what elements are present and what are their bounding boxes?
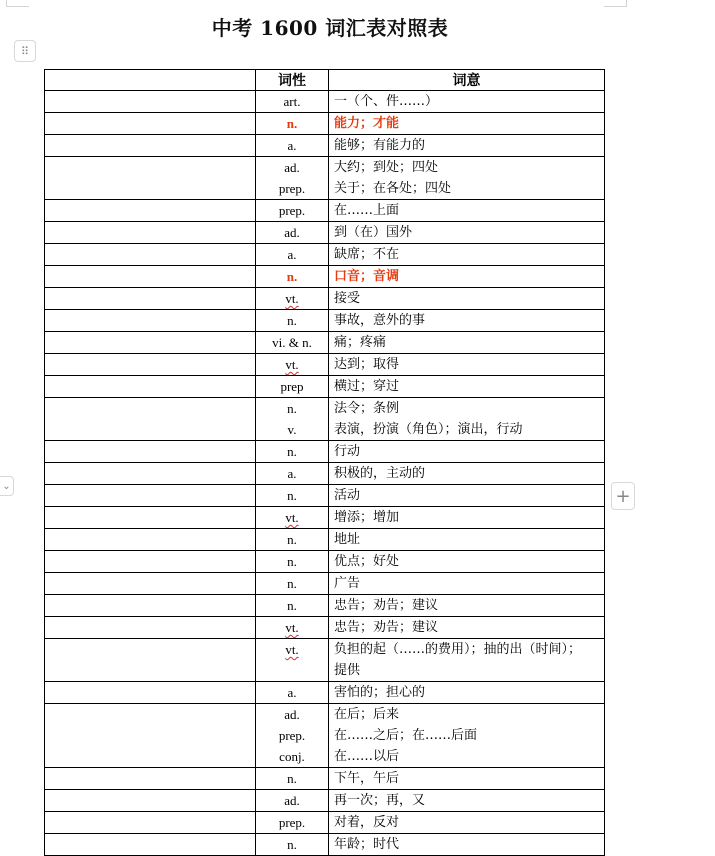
part-of-speech-value: n. [287,532,297,547]
part-of-speech-text [256,419,328,440]
part-of-speech-value: n. [286,269,298,284]
meaning-text: 一（个、件……） [334,94,439,109]
part-of-speech-text [256,551,328,572]
part-of-speech-value: ad. [284,160,300,175]
part-of-speech-cell[interactable] [256,595,329,617]
meaning-cell[interactable] [329,332,605,354]
meaning-cell[interactable] [329,266,605,288]
table-row [45,812,605,834]
meaning-cell[interactable] [329,682,605,704]
table-row [45,398,605,441]
part-of-speech-cell[interactable] [256,790,329,812]
part-of-speech-value: vt. [285,620,299,635]
word-cell[interactable] [45,244,256,266]
part-of-speech-cell[interactable] [256,463,329,485]
part-of-speech-text [256,485,328,506]
meaning-cell[interactable] [329,768,605,790]
word-cell[interactable] [45,310,256,332]
part-of-speech-text [256,244,328,265]
word-cell[interactable] [45,266,256,288]
table-row [45,507,605,529]
document-title: 中考 1600 词汇表对照表 [211,16,449,40]
meaning-text: 达到；取得 [334,357,400,372]
word-cell[interactable] [45,573,256,595]
meaning-text: 负担的起（……的费用）；抽的出（时间）； [334,642,582,657]
page-corner-mark-left [6,0,29,7]
part-of-speech-cell[interactable] [256,704,329,768]
table-row [45,113,605,135]
table-row [45,573,605,595]
meaning-text: 大约；到处；四处 [334,160,439,175]
meaning-text: 横过；穿过 [334,379,400,394]
header-part-of-speech: 词性 [256,70,329,91]
word-cell[interactable] [45,463,256,485]
table-header-row [45,70,605,91]
part-of-speech-text [256,91,328,112]
meaning-cell[interactable] [329,704,605,768]
meaning-text: 关于；在各处；四处 [334,181,452,196]
part-of-speech-value: n. [287,598,297,613]
part-of-speech-text [256,441,328,462]
word-cell[interactable] [45,768,256,790]
meaning-text: 表演，扮演（角色）；演出，行动 [334,422,523,437]
part-of-speech-value: conj. [279,749,305,764]
part-of-speech-cell[interactable] [256,682,329,704]
meaning-text: 积极的，主动的 [334,466,426,481]
word-cell[interactable] [45,91,256,113]
meaning-cell[interactable] [329,354,605,376]
word-cell[interactable] [45,113,256,135]
part-of-speech-cell[interactable] [256,200,329,222]
word-cell[interactable] [45,639,256,682]
meaning-text: 忠告；劝告；建议 [334,598,439,613]
part-of-speech-value: n. [287,576,297,591]
part-of-speech-value: ad. [284,225,300,240]
meaning-cell[interactable] [329,376,605,398]
part-of-speech-value: n. [286,116,298,131]
word-cell[interactable] [45,398,256,441]
table-row [45,266,605,288]
table-row [45,441,605,463]
table-row [45,485,605,507]
word-cell[interactable] [45,354,256,376]
word-cell[interactable] [45,551,256,573]
part-of-speech-value: a. [287,685,297,700]
table-row [45,682,605,704]
meaning-text: 在……以后 [334,749,400,764]
part-of-speech-cell[interactable] [256,551,329,573]
table-row [45,244,605,266]
word-cell[interactable] [45,441,256,463]
part-of-speech-value: ad. [284,793,300,808]
meaning-cell[interactable] [329,617,605,639]
meaning-text: 缺席；不在 [334,247,400,262]
meaning-cell[interactable] [329,790,605,812]
word-cell[interactable] [45,812,256,834]
table-row [45,222,605,244]
part-of-speech-value: n. [287,488,297,503]
header-word [45,70,256,91]
meaning-text: 到（在）国外 [334,225,413,240]
part-of-speech-text [256,310,328,331]
word-cell[interactable] [45,682,256,704]
table-body [45,91,605,856]
part-of-speech-cell[interactable] [256,485,329,507]
part-of-speech-text [256,157,328,178]
meaning-text: 提供 [334,663,361,678]
part-of-speech-cell[interactable] [256,834,329,856]
meaning-text: 活动 [334,488,361,503]
part-of-speech-cell[interactable] [256,639,329,682]
table-row [45,376,605,398]
part-of-speech-cell[interactable] [256,310,329,332]
part-of-speech-cell[interactable] [256,812,329,834]
word-cell[interactable] [45,288,256,310]
meaning-cell[interactable] [329,244,605,266]
meaning-text: 在……之后；在……后面 [334,728,478,743]
part-of-speech-text [256,682,328,703]
part-of-speech-value: n. [287,401,297,416]
part-of-speech-value: n. [287,837,297,852]
part-of-speech-cell[interactable] [256,135,329,157]
word-cell[interactable] [45,834,256,856]
meaning-text: 接受 [334,291,361,306]
part-of-speech-cell[interactable] [256,157,329,200]
part-of-speech-text [256,376,328,397]
part-of-speech-cell[interactable] [256,91,329,113]
part-of-speech-cell[interactable] [256,617,329,639]
meaning-text: 痛；疼痛 [334,335,387,350]
part-of-speech-text [256,617,328,638]
meaning-text: 忠告；劝告；建议 [334,620,439,635]
word-cell[interactable] [45,157,256,200]
meaning-cell[interactable] [329,398,605,441]
table-row [45,310,605,332]
table-row [45,617,605,639]
part-of-speech-value: vt. [285,291,299,306]
meaning-cell[interactable] [329,441,605,463]
part-of-speech-value: vt. [285,510,299,525]
part-of-speech-text [256,768,328,789]
part-of-speech-text [256,507,328,528]
part-of-speech-text [256,288,328,309]
word-cell[interactable] [45,507,256,529]
part-of-speech-text [256,200,328,221]
meaning-text: 再一次；再，又 [334,793,426,808]
meaning-text: 年龄；时代 [334,837,400,852]
table-row [45,790,605,812]
part-of-speech-text [256,463,328,484]
part-of-speech-cell[interactable] [256,573,329,595]
meaning-cell[interactable] [329,529,605,551]
meaning-cell[interactable] [329,135,605,157]
chevron-down-icon[interactable]: ⌄ [0,476,14,496]
part-of-speech-text [256,398,328,419]
meaning-cell[interactable] [329,639,605,682]
meaning-cell[interactable] [329,551,605,573]
meaning-text: 下午，午后 [334,771,400,786]
part-of-speech-text [256,725,328,746]
part-of-speech-value: prep. [278,181,306,196]
part-of-speech-text [256,178,328,199]
table-row [45,200,605,222]
word-cell[interactable] [45,332,256,354]
part-of-speech-cell[interactable] [256,288,329,310]
table-row [45,595,605,617]
part-of-speech-text [256,790,328,811]
word-cell[interactable] [45,376,256,398]
meaning-text: 在后；后来 [334,707,400,722]
part-of-speech-value: art. [283,94,301,109]
meaning-cell[interactable] [329,91,605,113]
part-of-speech-cell[interactable] [256,529,329,551]
page-corner-mark-right [604,0,627,7]
part-of-speech-text [256,573,328,594]
part-of-speech-text [256,135,328,156]
meaning-cell[interactable] [329,200,605,222]
part-of-speech-cell[interactable] [256,354,329,376]
part-of-speech-cell[interactable] [256,441,329,463]
part-of-speech-cell[interactable] [256,768,329,790]
part-of-speech-cell[interactable] [256,244,329,266]
word-cell[interactable] [45,529,256,551]
table-row [45,704,605,768]
meaning-text: 口音；音调 [334,269,400,284]
part-of-speech-value: n. [287,771,297,786]
part-of-speech-text [256,529,328,550]
part-of-speech-text [256,332,328,353]
word-cell[interactable] [45,617,256,639]
meaning-text: 优点；好处 [334,554,400,569]
word-cell[interactable] [45,222,256,244]
part-of-speech-value: ad. [284,707,300,722]
plus-icon[interactable]: + [611,482,635,510]
part-of-speech-value: v. [287,422,297,437]
meaning-cell[interactable] [329,573,605,595]
part-of-speech-text [256,354,328,375]
table-row [45,551,605,573]
part-of-speech-text [256,595,328,616]
word-cell[interactable] [45,135,256,157]
grip-dots-icon[interactable]: ⠿ [14,40,36,62]
meaning-cell[interactable] [329,595,605,617]
part-of-speech-value: a. [287,466,297,481]
part-of-speech-cell[interactable] [256,376,329,398]
word-cell[interactable] [45,200,256,222]
meaning-text: 能够；有能力的 [334,138,426,153]
meaning-text: 对着，反对 [334,815,400,830]
part-of-speech-text [256,113,328,134]
part-of-speech-text [256,704,328,725]
table-row [45,157,605,200]
meaning-text: 事故，意外的事 [334,313,426,328]
table-row [45,91,605,113]
table-row [45,834,605,856]
meaning-cell[interactable] [329,812,605,834]
part-of-speech-text [256,812,328,833]
meaning-cell[interactable] [329,834,605,856]
meaning-text: 害怕的；担心的 [334,685,426,700]
vocabulary-table [44,69,605,856]
table-row [45,354,605,376]
meaning-text: 增添；增加 [334,510,400,525]
part-of-speech-cell[interactable] [256,222,329,244]
part-of-speech-value: vi. & n. [272,335,312,350]
part-of-speech-value: vt. [285,357,299,372]
table-row [45,463,605,485]
meaning-text: 能力；才能 [334,116,400,131]
table-row [45,332,605,354]
table-row [45,288,605,310]
meaning-text: 广告 [334,576,361,591]
table-row [45,135,605,157]
meaning-cell[interactable] [329,310,605,332]
part-of-speech-value: prep. [278,815,306,830]
word-cell[interactable] [45,790,256,812]
table-row [45,768,605,790]
part-of-speech-cell[interactable] [256,113,329,135]
meaning-cell[interactable] [329,113,605,135]
part-of-speech-cell[interactable] [256,266,329,288]
meaning-cell[interactable] [329,222,605,244]
meaning-text: 法令；条例 [334,401,400,416]
part-of-speech-value: prep [280,379,304,394]
part-of-speech-text [256,746,328,767]
part-of-speech-text [256,266,328,287]
part-of-speech-cell[interactable] [256,398,329,441]
part-of-speech-value: a. [287,247,297,262]
meaning-cell[interactable] [329,288,605,310]
header-meaning: 词意 [329,70,605,91]
part-of-speech-text [256,834,328,855]
meaning-cell[interactable] [329,485,605,507]
part-of-speech-value: prep. [278,203,306,218]
meaning-cell[interactable] [329,463,605,485]
part-of-speech-text [256,639,328,660]
meaning-text: 行动 [334,444,361,459]
meaning-cell[interactable] [329,157,605,200]
meaning-text: 在……上面 [334,203,400,218]
table-row [45,529,605,551]
part-of-speech-value: a. [287,138,297,153]
word-cell[interactable] [45,595,256,617]
meaning-text: 地址 [334,532,361,547]
part-of-speech-value: n. [287,313,297,328]
part-of-speech-cell[interactable] [256,332,329,354]
part-of-speech-text [256,222,328,243]
part-of-speech-value: vt. [285,642,299,657]
table-row [45,639,605,682]
part-of-speech-value: n. [287,554,297,569]
part-of-speech-value: prep. [278,728,306,743]
part-of-speech-value: n. [287,444,297,459]
word-cell[interactable] [45,704,256,768]
part-of-speech-text [256,660,328,681]
word-cell[interactable] [45,485,256,507]
meaning-cell[interactable] [329,507,605,529]
part-of-speech-cell[interactable] [256,507,329,529]
